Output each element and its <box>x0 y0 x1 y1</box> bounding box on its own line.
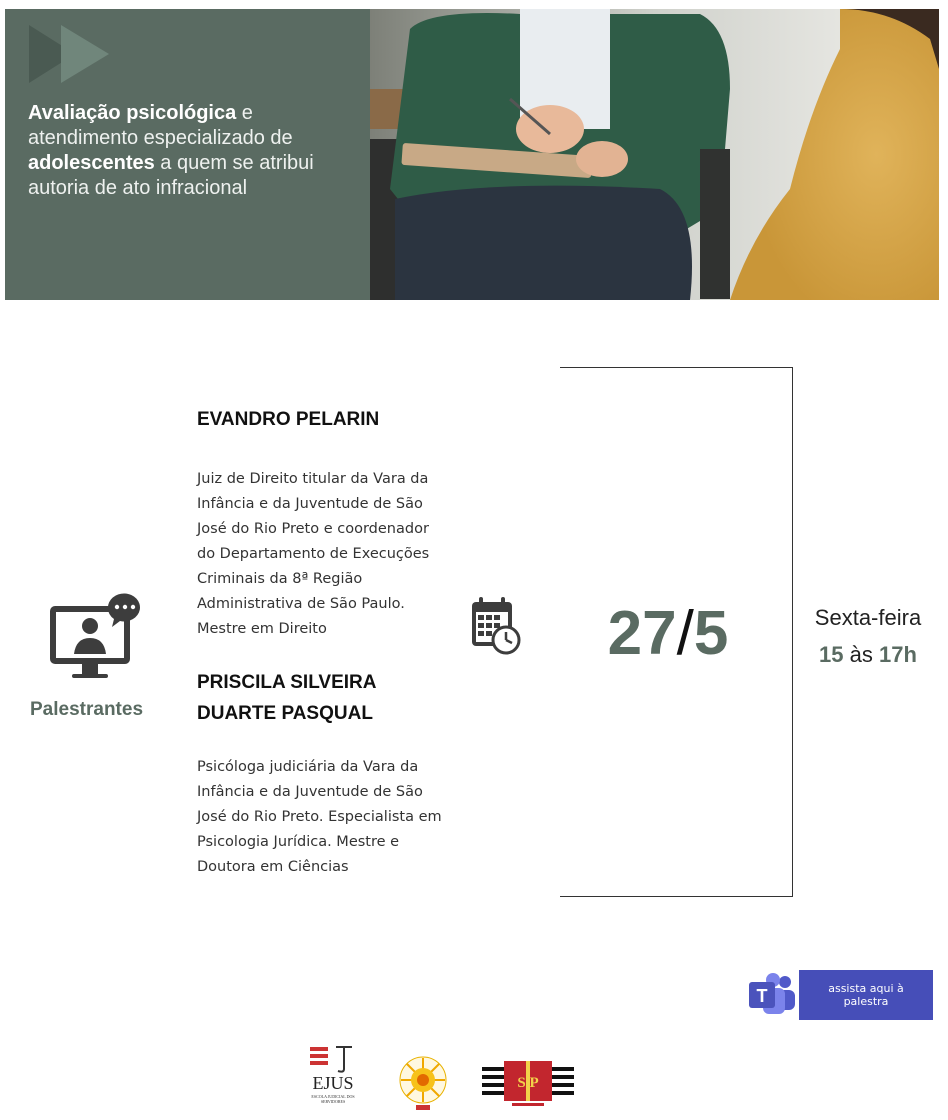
ejus-logo-subtitle: ESCOLA JUDICIAL DOS SERVIDORES <box>311 1094 355 1104</box>
speaker-1-name: EVANDRO PELARIN <box>197 409 380 430</box>
ejus-emblem-icon <box>306 1045 360 1073</box>
event-start-time: 15 <box>819 642 844 667</box>
hero-banner <box>5 9 939 300</box>
ejus-logo <box>306 1045 360 1111</box>
date-separator: / <box>676 599 694 668</box>
event-month: 5 <box>693 599 729 668</box>
speakers-section-label: Palestrantes <box>30 699 144 720</box>
tjsp-logo-letters: S P <box>517 1075 539 1091</box>
event-date <box>560 598 776 669</box>
sun-seal-logo <box>398 1055 448 1111</box>
speaker-2-name <box>197 667 376 729</box>
ejus-logo-text: EJUS <box>312 1073 354 1093</box>
banner-title-part: Avaliação psicológica <box>28 102 237 124</box>
speaker-1-description: Juiz de Direito titular da Vara da Infância e da Juventude de São José do Rio Preto e coordenador do Departamento de Execuções Criminais da 8ª Região Administrativa de São Paulo. Mestre em Direito <box>197 471 430 637</box>
event-end-time: 17h <box>879 642 917 667</box>
speaker-2-name-line1: PRISCILA SILVEIRA <box>197 672 377 693</box>
tjsp-coat-of-arms-logo <box>482 1057 574 1109</box>
speaker-2-description: Psicóloga judiciária da Vara da Infância e da Juventude de São José do Rio Preto. Especialista em Psicologia Jurídica. Mestre e Doutora em Ciências <box>197 759 442 875</box>
event-day: 27 <box>607 599 677 668</box>
event-hours <box>806 642 930 668</box>
counseling-session-photo <box>370 9 939 300</box>
banner-title-part: e atendimento especializado de <box>28 102 293 149</box>
speaker-2-name-line2: DUARTE PASQUAL <box>197 703 373 724</box>
event-weekday: Sexta-feira <box>814 605 922 630</box>
banner-photo <box>370 9 939 300</box>
svg-text:T: T <box>756 986 768 1006</box>
play-forward-icon <box>29 25 115 83</box>
video-conference-icon <box>48 590 143 682</box>
microsoft-teams-icon[interactable] <box>749 972 797 1016</box>
banner-title-part: a quem se atribui autoria de ato infracional <box>28 152 314 199</box>
watch-lecture-button[interactable]: assista aqui à palestra <box>799 970 933 1020</box>
banner-text-panel <box>5 9 370 300</box>
banner-title-part: adolescentes <box>28 152 155 174</box>
banner-title <box>28 101 358 201</box>
calendar-clock-icon <box>470 596 522 656</box>
time-connector: às <box>849 642 873 667</box>
